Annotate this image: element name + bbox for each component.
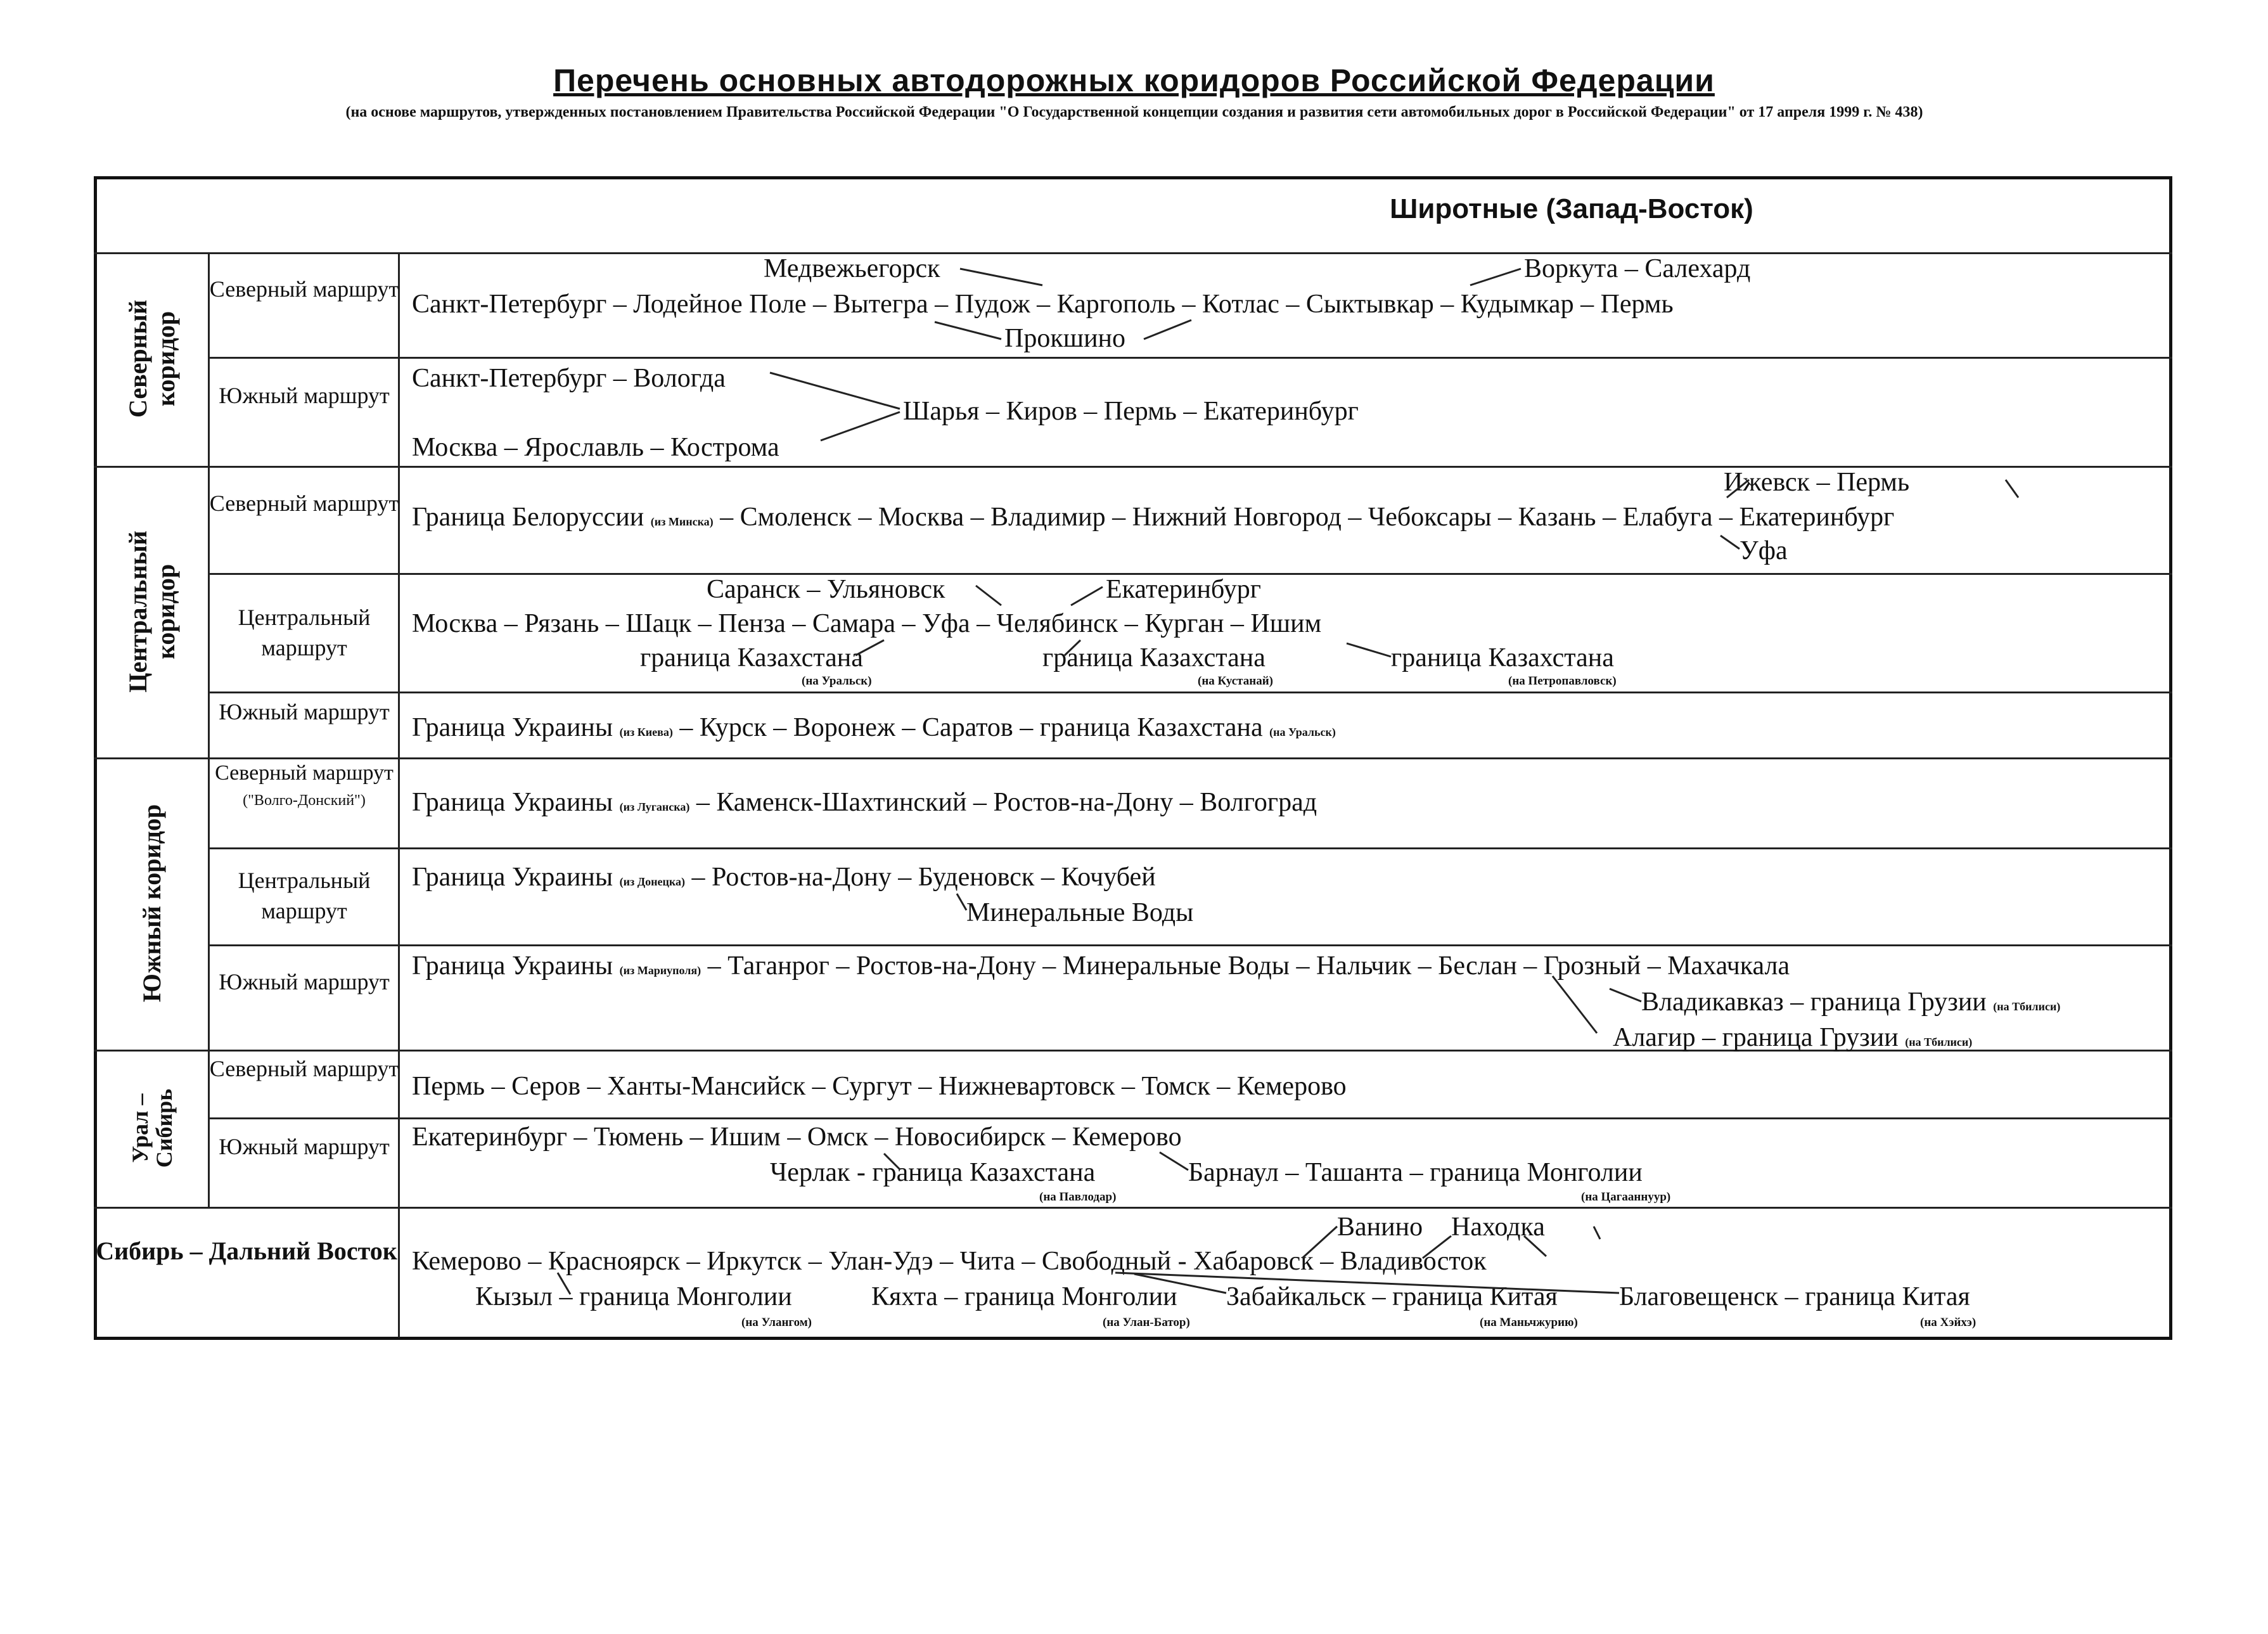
corridor-north: Северный коридор (124, 299, 180, 418)
r4-kz-2: граница Казахстана (1042, 643, 1265, 672)
r8-vladikavkaz-text: Владикавказ – граница Грузии (1641, 987, 1987, 1017)
r4-kz-1-note: (на Уральск) (802, 674, 872, 688)
r11-kyakhta-note: (на Улан-Батор) (1103, 1316, 1190, 1329)
r10-cherlak: Черлак - граница Казахстана (770, 1158, 1096, 1187)
r4-main: Москва – Рязань – Шацк – Пенза – Самара – Уфа – Челябинск – Курган – Ишим (412, 609, 1322, 638)
r4-top-saransk: Саранск – Ульяновск (707, 575, 945, 604)
r8-note: (из Мариуполя) (619, 964, 702, 977)
r7-note: (из Донецка) (619, 875, 685, 888)
r6-note: (из Луганска) (619, 801, 690, 813)
r11-top-vanino: Ванино (1337, 1213, 1423, 1242)
route-central-central: Центральный маршрут (238, 605, 371, 660)
r10-main: Екатеринбург – Тюмень – Ишим – Омск – Новосибирск – Кемерово (412, 1123, 1182, 1152)
r2-spb-vologda: Санкт-Петербург – Вологда (412, 364, 726, 393)
r8-main-a: Граница Украины (412, 951, 613, 981)
grid-line (209, 357, 2172, 359)
r11-blagoveshchensk: Благовещенск – граница Китая (1619, 1282, 1970, 1311)
r11-zabaikalsk-note: (на Маньчжурию) (1480, 1316, 1578, 1329)
r7-main-b: – Ростов-на-Дону – Буденовск – Кочубей (691, 863, 1156, 892)
route-south-north (209, 761, 399, 813)
r5-main-b: – Курск – Воронеж – Саратов – граница Казахстана (679, 713, 1263, 742)
r11-zabaikalsk: Забайкальск – граница Китая (1226, 1282, 1558, 1311)
document-title: Перечень основных автодорожных коридоров Российской Федерации (553, 63, 1715, 98)
r5-main-a: Граница Украины (412, 713, 613, 742)
grid-line (94, 1207, 2172, 1209)
r11-blagoveshchensk-note: (на Хэйхэ) (1920, 1316, 1976, 1329)
r8-alagir (1613, 1022, 1972, 1057)
r8-main-b: – Таганрог – Ростов-на-Дону – Минеральные Воды – Нальчик – Беслан – Грозный – Махачкала (707, 951, 1790, 981)
r8-vladikavkaz-note: (на Тбилиси) (1993, 1000, 2061, 1013)
r3-main (412, 502, 1894, 537)
r4-kz-3: граница Казахстана (1391, 643, 1614, 672)
r5-main (412, 712, 1336, 747)
r8-vladikavkaz (1641, 987, 2060, 1022)
r6-main-b: – Каменск-Шахтинский – Ростов-на-Дону – Волгоград (696, 788, 1317, 817)
r4-kz-2-note: (на Кустанай) (1198, 674, 1273, 688)
route-south-north-label: Северный маршрут (215, 761, 394, 785)
r3-bottom-ufa: Уфа (1739, 536, 1788, 565)
route-north-south: Южный маршрут (219, 383, 390, 408)
r4-kz-3-note: (на Петропавловск) (1508, 674, 1617, 688)
r5-note-2: (на Уральск) (1269, 726, 1336, 738)
route-central-south: Южный маршрут (219, 699, 390, 724)
r11-main: Кемерово – Красноярск – Иркутск – Улан-Удэ – Чита – Свободный - Хабаровск – Владивосток (412, 1247, 1487, 1276)
corridor-central: Центральный коридор (124, 531, 180, 693)
r7-main-a: Граница Украины (412, 863, 613, 892)
r2-moscow-kostroma: Москва – Ярославль – Кострома (412, 433, 779, 462)
r6-main (412, 787, 1317, 822)
route-north-north: Северный маршрут (209, 276, 399, 302)
r3-main-b: – Смоленск – Москва – Владимир – Нижний Новгород – Чебоксары – Казань – Елабуга – Екатеринбург (720, 503, 1895, 532)
r3-main-a: Граница Белоруссии (412, 503, 644, 532)
r1-main: Санкт-Петербург – Лодейное Поле – Вытегра – Пудож – Каргополь – Котлас – Сыктывкар – Кудымкар – Пермь (412, 290, 1674, 319)
r11-kyakhta: Кяхта – граница Монголии (871, 1282, 1177, 1311)
r4-kz-1: граница Казахстана (640, 643, 863, 672)
r8-main (412, 951, 1790, 986)
r9-main: Пермь – Серов – Ханты-Мансийск – Сургут – Нижневартовск – Томск – Кемерово (412, 1072, 1347, 1101)
r1-top-vorkuta: Воркута – Салехард (1524, 254, 1751, 283)
r8-alagir-text: Алагир – граница Грузии (1613, 1023, 1899, 1052)
r11-kyzyl-note: (на Улангом) (741, 1316, 812, 1329)
route-south-north-note: ("Волго-Донский") (243, 792, 366, 809)
r11-top-nakhodka: Находка (1451, 1213, 1545, 1242)
r10-barnaul: Барнаул – Ташанта – граница Монголии (1188, 1158, 1643, 1187)
r11-kyzyl: Кызыл – граница Монголии (475, 1282, 792, 1311)
corridor-siberia: Сибирь – Дальний Восток (96, 1237, 397, 1265)
route-south-central: Центральный маршрут (238, 868, 371, 923)
r7-bottom-minvody: Минеральные Воды (966, 898, 1194, 927)
r8-alagir-note: (на Тбилиси) (1905, 1036, 1973, 1048)
r6-main-a: Граница Украины (412, 788, 613, 817)
grid-line (94, 252, 2172, 254)
r7-main (412, 862, 1156, 897)
r1-bottom-prokshino: Прокшино (1004, 324, 1126, 353)
document-subtitle: (на основе маршрутов, утвержденных постановлением Правительства Российской Федерации "О Государственной концепции создания и развития сети автомобильных дорог в Российской Федерации" от 17 апреля 1999 г. № 438) (345, 104, 1923, 120)
route-south-south: Южный маршрут (219, 969, 390, 994)
route-central-north: Северный маршрут (209, 491, 399, 516)
r10-cherlak-note: (на Павлодар) (1039, 1190, 1117, 1204)
table-header: Широтные (Запад-Восток) (1390, 193, 1753, 224)
r10-barnaul-note: (на Цагааннуур) (1581, 1190, 1671, 1204)
r2-sharya-ekb: Шарья – Киров – Пермь – Екатеринбург (903, 397, 1359, 426)
grid-line (209, 944, 2172, 946)
r1-top-medvezhyegorsk: Медвежьегорск (764, 254, 940, 283)
r3-main-note: (из Минска) (650, 515, 714, 528)
route-ural-south: Южный маршрут (219, 1134, 390, 1159)
grid-line (209, 1117, 2172, 1119)
r5-note-1: (из Киева) (619, 726, 673, 738)
r4-top-ekb: Екатеринбург (1106, 575, 1261, 604)
grid-line (209, 692, 2172, 693)
corridor-ural: Урал – Сибирь (127, 1088, 177, 1168)
route-ural-north: Северный маршрут (209, 1056, 399, 1081)
corridor-south: Южный коридор (138, 804, 166, 1003)
r3-top-izhevsk: Ижевск – Пермь (1724, 468, 1910, 497)
grid-line (209, 847, 2172, 849)
grid-line (94, 757, 2172, 759)
